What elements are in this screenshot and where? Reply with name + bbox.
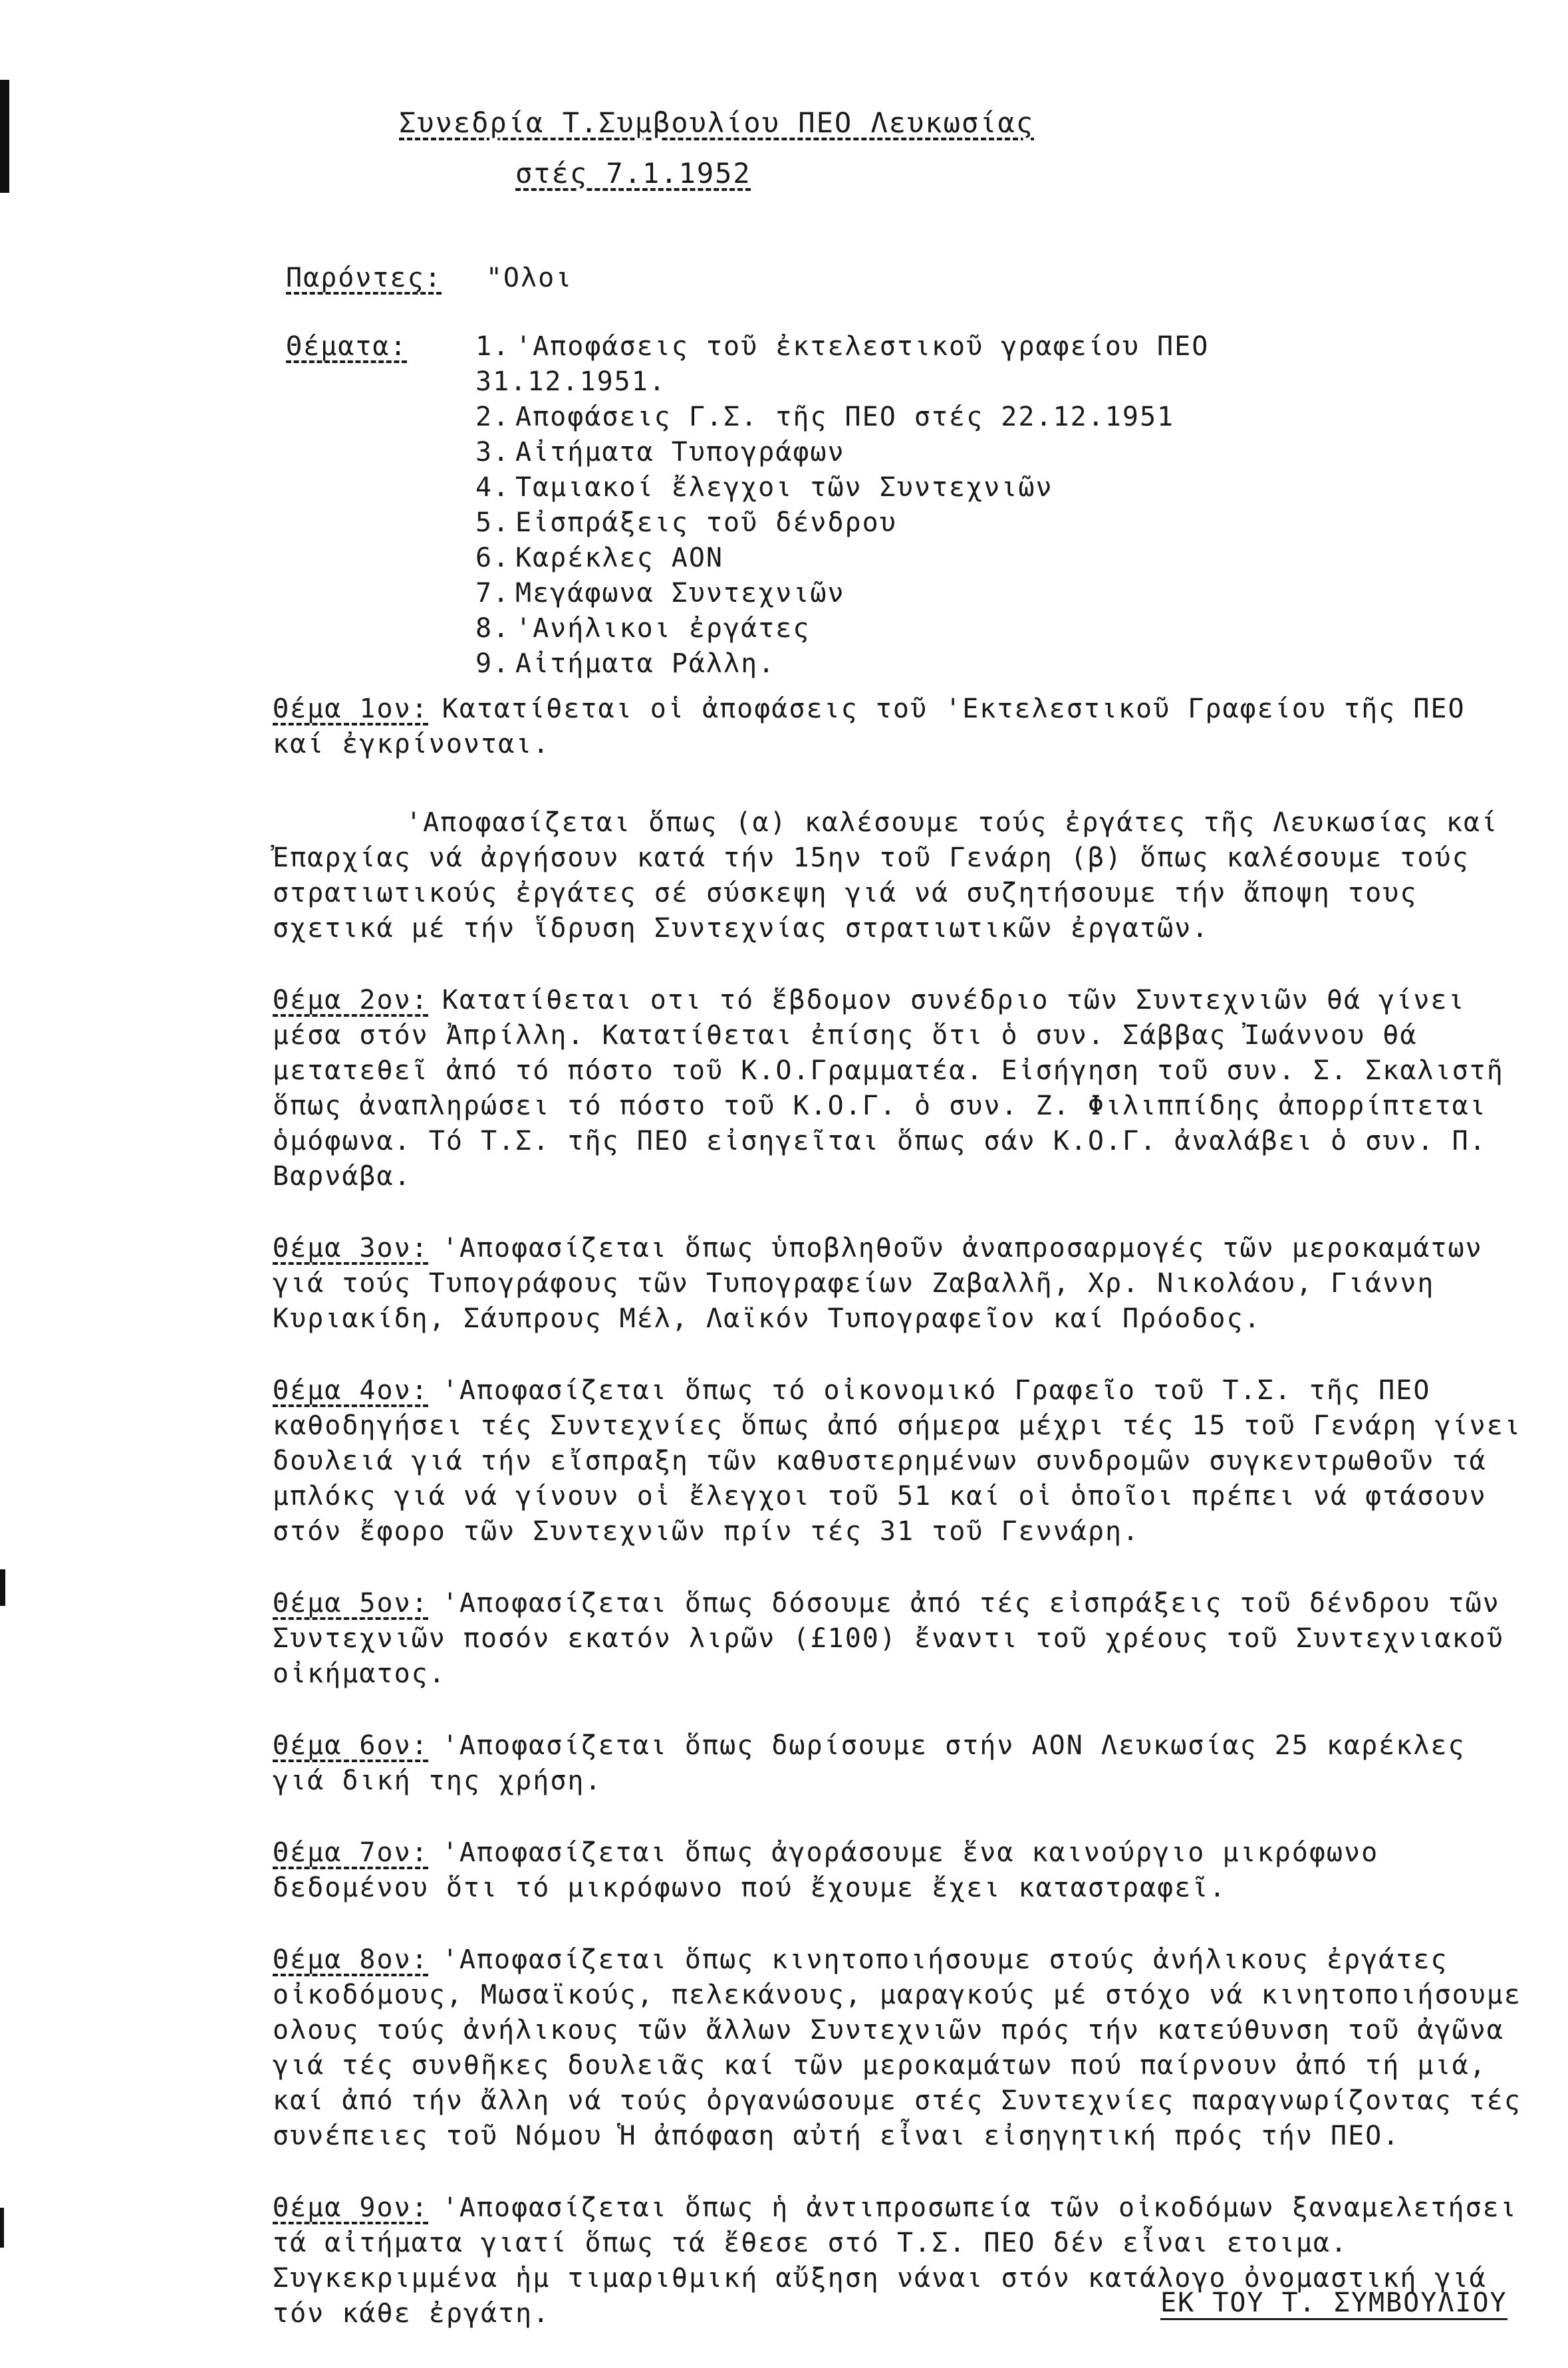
attendees-label: Παρόντες: [286, 263, 442, 293]
item-text: 'Αποφασίζεται ὅπως ἡ ἀντιπροσωπεία τῶν οἰκοδόμων ξαναμελετήσει τά αἰτήματα γιατί ὅπως τά ἔθεσε στό Τ.Σ. ΠΕΟ δέν εἶναι ετοιμα. Συγκεκριμμένα ἡμ τιμαριθμική αὔξηση νάναι στόν κατάλογο ὀνομαστική γιά τόν κάθε ἐργάτη. [273, 2192, 1535, 2329]
agenda-label: Θέματα: [286, 331, 408, 362]
item-text: 'Αποφασίζεται ὅπως δωρίσουμε στήν ΑΟΝ Λευκωσίας 25 καρέκλες γιά δική της χρήση. [273, 1730, 1483, 1796]
council-stamp: ΕΚ ΤΟΥ Τ. ΣΥΜΒΟΥΛΙΟΥ [1160, 2288, 1507, 2320]
agenda-item: 3. Αἰτήματα Τυπογράφων [475, 437, 845, 467]
minutes-item [273, 1373, 1539, 1549]
item-text: 'Αποφασίζεται ὅπως ὑποβληθοῦν ἀναπροσαρμογές τῶν μεροκαμάτων γιά τούς Τυπογράφους τῶν Τυπογραφείων Ζαβαλλῆ, Χρ. Νικολάου, Γιάννη Κυριακίδη, Σάυπρους Μέλ, Λαϊκόν Τυπογραφεῖον καί Πρόοδος. [273, 1233, 1500, 1334]
item-text: Κατατίθεται οἱ ἀποφάσεις τοῦ 'Εκτελεστικοῦ Γραφείου τῆς ΠΕΟ καί ἐγκρίνονται. [273, 694, 1483, 759]
agenda-list [475, 329, 1539, 682]
minutes-item [273, 1231, 1523, 1337]
attendees-line [286, 263, 573, 293]
agenda-item: 1. 'Αποφάσεις τοῦ ἐκτελεστικοῦ γραφείου ΠΕΟ 31.12.1951. [475, 331, 1210, 397]
item-text: 'Αποφασίζεται ὅπως τό οἰκονομικό Γραφεῖο τοῦ Τ.Σ. τῆς ΠΕΟ καθοδηγήσει τές Συντεχνίες ὅπως ἀπό σήμερα μέχρι τές 15 τοῦ Γενάρη γίνει δουλειά γιά τήν εἴσπραξη τῶν καθυστερημένων συνδρομῶν συγκεντρωθοῦν τά μπλόκς γιά νά γίνουν οἱ ἔλεγχοι τοῦ 51 καί οἱ ὁποῖοι πρέπει νά φτάσουν στόν ἔφορο τῶν Συντεχνιῶν πρίν τές 31 τοῦ Γεννάρη. [273, 1375, 1539, 1547]
agenda-item: 4. Ταμιακοί ἔλεγχοι τῶν Συντεχνιῶν [475, 472, 1053, 503]
minutes-item [273, 1942, 1539, 2154]
minutes-item [273, 1835, 1523, 1906]
scan-edge-mark [0, 80, 9, 193]
agenda-item: 6. Καρέκλες ΑΟΝ [475, 543, 723, 573]
item-text: 'Αποφασίζεται ὅπως κινητοποιήσουμε στούς ἀνήλικους ἐργάτες οἰκοδόμους, Μωσαϊκούς, πελεκάνους, μαραγκούς μέ στόχο νά κινητοποιήσουμε ολους τούς ἀνήλικους τῶν ἄλλων Συντεχνιῶν πρός τήν κατεύθυνση τοῦ ἀγῶνα γιά τές συνθῆκες δουλειᾶς καί τῶν μεροκαμάτων πού παίρνουν ἀπό τή μιά, καί ἀπό τήν ἄλλη νά τούς ὀργανώσουμε στές Συντεχνίες παραγνωρίζοντας τές συνέπειες τοῦ Νόμου Ἡ ἀπόφαση αὐτή εἶναι εἰσηγητική πρός τήν ΠΕΟ. [273, 1944, 1539, 2151]
agenda-item: 5. Εἰσπράξεις τοῦ δένδρου [475, 507, 897, 538]
minutes-body [273, 692, 1539, 2368]
item-label: Θέμα 8ον: [273, 1944, 429, 1975]
item-label: Θέμα 6ον: [273, 1730, 429, 1761]
item-label: Θέμα 9ον: [273, 2192, 429, 2223]
item-text: 'Αποφασίζεται ὅπως ἀγοράσουμε ἕνα καινούργιο μικρόφωνο δεδομένου ὅτι τό μικρόφωνο πού ἔχουμε ἔχει καταστραφεῖ. [273, 1837, 1396, 1903]
meeting-title: Συνεδρία Τ.Συμβουλίου ΠΕΟ Λευκωσίας [399, 106, 1035, 139]
item-label: Θέμα 4ον: [273, 1375, 429, 1406]
item-label: Θέμα 7ον: [273, 1837, 429, 1868]
item-text: 'Αποφασίζεται ὅπως δόσουμε ἀπό τές εἰσπράξεις τοῦ δένδρου τῶν Συντεχνιῶν ποσόν εκατόν λιρῶν (£100) ἔναντι τοῦ χρέους τοῦ Συντεχνιακοῦ οἰκήματος. [273, 1588, 1521, 1689]
agenda-item: 9. Αἰτήματα Ράλλη. [475, 648, 776, 679]
scan-edge-mark [0, 1569, 5, 1606]
scan-edge-mark [0, 2208, 4, 2248]
agenda-section [286, 329, 1210, 679]
item-label: Θέμα 3ον: [273, 1233, 429, 1263]
item-text: Κατατίθεται οτι τό ἕβδομον συνέδριο τῶν Συντεχνιῶν θά γίνει μέσα στόν Ἀπρίλλη. Κατατίθεται ἐπίσης ὅτι ὁ συν. Σάββας Ἰωάννου θά μετατεθεῖ ἀπό τό πόστο τοῦ Κ.Ο.Γραμματέα. Εἰσήγηση τοῦ συν. Σ. Σκαλιστῆ ὅπως ἀναπληρώσει τό πόστο τοῦ Κ.Ο.Γ. ὁ συν. Ζ. Φιλιππίδης ἀπορρίπτεται ὁμόφωνα. Τό Τ.Σ. τῆς ΠΕΟ εἰσηγεῖται ὅπως σάν Κ.Ο.Γ. ἀναλάβει ὁ συν. Π. Βαρνάβα. [273, 985, 1521, 1192]
item-label: Θέμα 2ον: [273, 985, 429, 1015]
minutes-item [273, 692, 1523, 946]
agenda-item: 2. Αποφάσεις Γ.Σ. τῆς ΠΕΟ στές 22.12.1951 [475, 402, 1175, 432]
attendees-value: "Ολοι [485, 263, 573, 293]
minutes-item [273, 983, 1523, 1194]
document-header [399, 106, 1034, 191]
agenda-item: 7. Μεγάφωνα Συντεχνιῶν [475, 578, 845, 608]
minutes-item [273, 1728, 1523, 1799]
meeting-date: στές 7.1.1952 [515, 157, 751, 190]
agenda-item: 8. 'Ανήλικοι ἐργάτες [475, 613, 811, 644]
minutes-item [273, 1586, 1523, 1692]
item-label: Θέμα 5ον: [273, 1588, 429, 1619]
item-label: Θέμα 1ον: [273, 694, 429, 724]
item-decision: 'Αποφασίζεται ὅπως (α) καλέσουμε τούς ἐργάτες τῆς Λευκωσίας καί Ἐπαρχίας νά ἀργήσουν κατά τήν 15ην τοῦ Γενάρη (β) ὅπως καλέσουμε τούς στρατιωτικούς ἐργάτες σέ σύσκεψη γιά νά συζητήσουμε τήν ἄποψη τους σχετικά μέ τήν ἵδρυση Συντεχνίας στρατιωτικῶν ἐργατῶν. [273, 807, 1516, 944]
